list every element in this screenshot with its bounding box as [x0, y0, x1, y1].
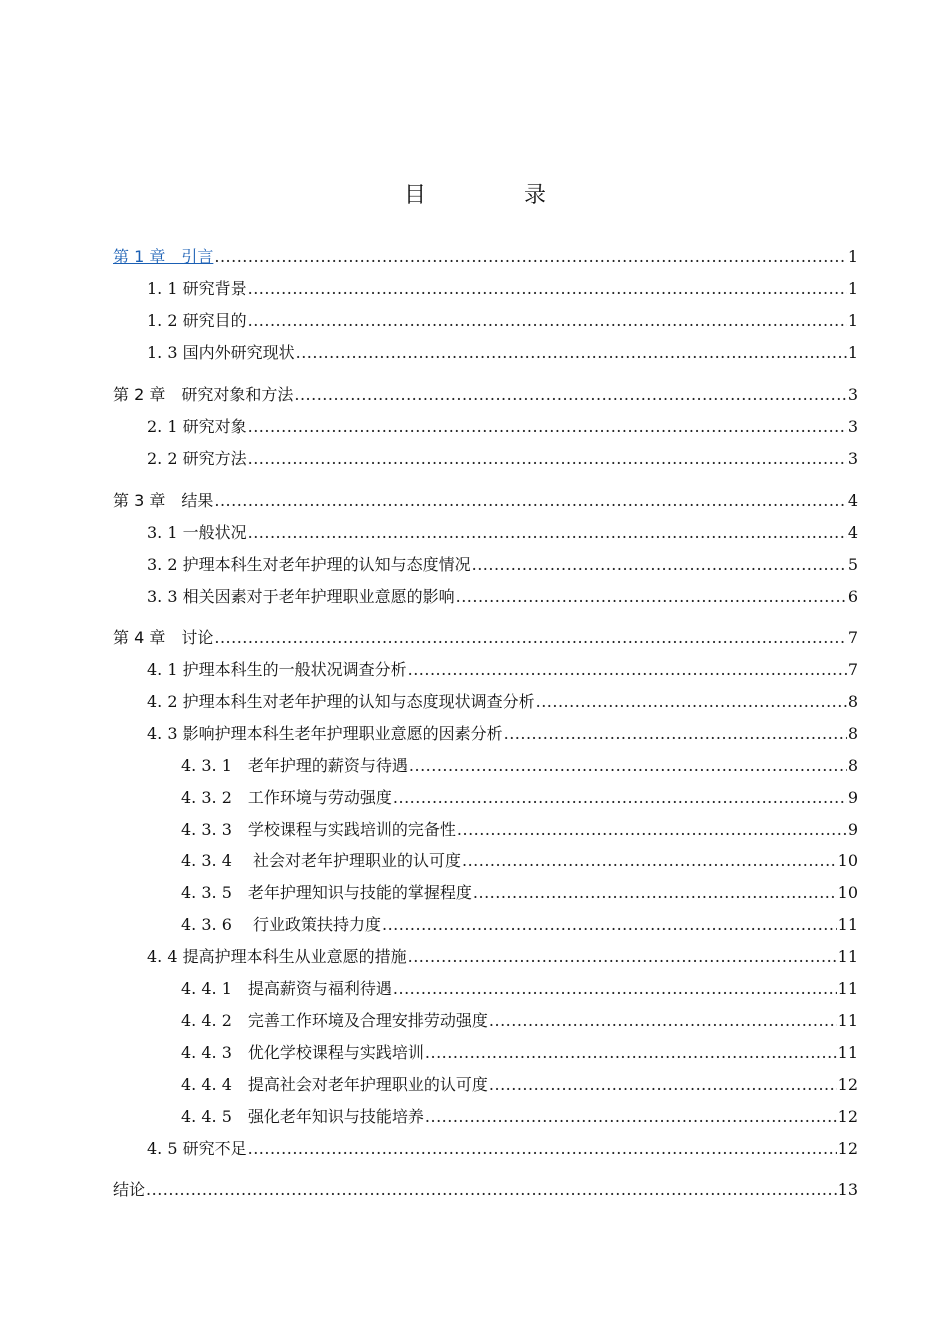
toc-page-number: 12	[837, 1075, 858, 1094]
toc-entry-1-3[interactable]	[147, 342, 858, 364]
toc-entry-label: 4. 4. 3 优化学校课程与实践培训	[181, 1043, 424, 1062]
dot-leader	[425, 1106, 837, 1128]
toc-page-number: 8	[847, 724, 858, 743]
toc-page-number: 8	[847, 692, 858, 711]
dot-leader	[393, 787, 847, 809]
toc-entry-label: 1. 2 研究目的	[147, 311, 247, 330]
dot-leader	[408, 946, 837, 968]
toc-page-number: 3	[847, 417, 858, 436]
dot-leader	[393, 978, 837, 1000]
toc-entry-3-2[interactable]	[147, 554, 858, 576]
toc-entry-4-4-1[interactable]	[181, 978, 858, 1000]
toc-page-number: 10	[837, 851, 858, 870]
toc-entry-2-1[interactable]	[147, 416, 858, 438]
toc-entry-4-4-2[interactable]	[181, 1010, 858, 1032]
toc-entry-label: 3. 3 相关因素对于老年护理职业意愿的影响	[147, 587, 455, 606]
toc-entry-4-3-4[interactable]	[181, 850, 858, 872]
toc-entry-label: 4. 3. 6 行业政策扶持力度	[181, 915, 381, 934]
toc-page-number: 1	[847, 247, 858, 266]
dot-leader	[296, 342, 847, 364]
toc-entry-chapter-2[interactable]	[113, 384, 858, 406]
toc-entry-chapter-4[interactable]	[113, 627, 858, 649]
toc-entry-label: 1. 1 研究背景	[147, 279, 247, 298]
toc-entry-label[interactable]: 第 1 章 引言	[113, 247, 214, 266]
toc-entry-4-3-6[interactable]	[181, 914, 858, 936]
toc-entry-4-4-3[interactable]	[181, 1042, 858, 1064]
toc-entry-1-2[interactable]	[147, 310, 858, 332]
dot-leader	[457, 819, 847, 841]
dot-leader	[489, 1010, 837, 1032]
toc-entry-label: 1. 3 国内外研究现状	[147, 343, 295, 362]
toc-entry-4-3-5[interactable]	[181, 882, 858, 904]
dot-leader	[473, 882, 837, 904]
toc-entry-label: 结论	[113, 1180, 146, 1199]
toc-page-number: 11	[837, 1043, 858, 1062]
dot-leader	[248, 310, 847, 332]
toc-page-number: 8	[847, 756, 858, 775]
toc-page-number: 9	[847, 820, 858, 839]
toc-page-number: 3	[847, 449, 858, 468]
toc-entry-2-2[interactable]	[147, 448, 858, 470]
dot-leader	[146, 1179, 837, 1201]
dot-leader	[248, 278, 847, 300]
toc-page-number: 12	[837, 1107, 858, 1126]
toc-entry-label: 第 3 章 结果	[113, 491, 214, 510]
toc-entry-4-3-2[interactable]	[181, 787, 858, 809]
dot-leader	[214, 490, 846, 512]
toc-entry-4-1[interactable]	[147, 659, 858, 681]
toc-entry-4-3[interactable]	[147, 723, 858, 745]
toc-page-number: 1	[847, 343, 858, 362]
toc-page-number: 10	[837, 883, 858, 902]
toc-entry-label: 4. 3. 3 学校课程与实践培训的完备性	[181, 820, 456, 839]
toc-entry-4-4-4[interactable]	[181, 1074, 858, 1096]
dot-leader	[472, 554, 847, 576]
toc-entry-label: 4. 3. 4 社会对老年护理职业的认可度	[181, 851, 461, 870]
toc-entry-4-5[interactable]	[147, 1138, 858, 1160]
toc-page-number: 11	[837, 979, 858, 998]
toc-page-number: 4	[847, 491, 858, 510]
toc-entry-label: 4. 3. 1 老年护理的薪资与待遇	[181, 756, 408, 775]
toc-page-number: 4	[847, 523, 858, 542]
toc-entry-label: 4. 3 影响护理本科生老年护理职业意愿的因素分析	[147, 724, 503, 743]
toc-entry-label: 3. 2 护理本科生对老年护理的认知与态度情况	[147, 555, 471, 574]
toc-page-number: 1	[847, 311, 858, 330]
toc-entry-label: 第 4 章 讨论	[113, 628, 214, 647]
dot-leader	[382, 914, 837, 936]
dot-leader	[456, 586, 847, 608]
toc-entry-label: 4. 2 护理本科生对老年护理的认知与态度现状调查分析	[147, 692, 535, 711]
toc-page-number: 13	[837, 1180, 858, 1199]
toc-entry-label: 4. 3. 2 工作环境与劳动强度	[181, 788, 392, 807]
toc-entry-label: 2. 1 研究对象	[147, 417, 247, 436]
toc-page-number: 7	[847, 628, 858, 647]
dot-leader	[248, 1138, 837, 1160]
toc-entry-label: 4. 4. 1 提高薪资与福利待遇	[181, 979, 392, 998]
toc-entry-4-4-5[interactable]	[181, 1106, 858, 1128]
dot-leader	[504, 723, 847, 745]
toc-entry-4-4[interactable]	[147, 946, 858, 968]
dot-leader	[408, 659, 847, 681]
toc-entry-label: 2. 2 研究方法	[147, 449, 247, 468]
dot-leader	[248, 448, 847, 470]
toc-page-number: 7	[847, 660, 858, 679]
toc-entry-4-3-3[interactable]	[181, 819, 858, 841]
toc-page-number: 3	[847, 385, 858, 404]
toc-entry-chapter-1[interactable]	[113, 246, 858, 268]
toc-entry-4-3-1[interactable]	[181, 755, 858, 777]
dot-leader	[425, 1042, 837, 1064]
toc-page-number: 1	[847, 279, 858, 298]
toc-page-number: 11	[837, 915, 858, 934]
toc-title: 目 录	[403, 183, 584, 208]
toc-entry-label: 3. 1 一般状况	[147, 523, 247, 542]
dot-leader	[489, 1074, 837, 1096]
dot-leader	[248, 522, 847, 544]
toc-entry-3-3[interactable]	[147, 586, 858, 608]
toc-entry-1-1[interactable]	[147, 278, 858, 300]
dot-leader	[462, 850, 837, 872]
dot-leader	[536, 691, 847, 713]
dot-leader	[409, 755, 847, 777]
toc-entry-label: 4. 4. 4 提高社会对老年护理职业的认可度	[181, 1075, 488, 1094]
toc-entry-chapter-3[interactable]	[113, 490, 858, 512]
toc-page-number: 12	[837, 1139, 858, 1158]
toc-entry-conclusion[interactable]	[113, 1179, 858, 1201]
dot-leader	[214, 627, 846, 649]
toc-entry-4-2[interactable]	[147, 691, 858, 713]
toc-entry-label: 第 2 章 研究对象和方法	[113, 385, 294, 404]
toc-page-number: 6	[847, 587, 858, 606]
toc-entry-label: 4. 5 研究不足	[147, 1139, 247, 1158]
toc-entry-label: 4. 4. 2 完善工作环境及合理安排劳动强度	[181, 1011, 488, 1030]
dot-leader	[248, 416, 847, 438]
toc-entry-label: 4. 1 护理本科生的一般状况调查分析	[147, 660, 407, 679]
toc-page-number: 9	[847, 788, 858, 807]
dot-leader	[214, 246, 846, 268]
toc-entry-label: 4. 4 提高护理本科生从业意愿的措施	[147, 947, 407, 966]
dot-leader	[294, 384, 846, 406]
toc-page-number: 5	[847, 555, 858, 574]
toc-page-number: 11	[837, 1011, 858, 1030]
toc-entry-label: 4. 4. 5 强化老年知识与技能培养	[181, 1107, 424, 1126]
toc-entry-label: 4. 3. 5 老年护理知识与技能的掌握程度	[181, 883, 472, 902]
toc-entry-3-1[interactable]	[147, 522, 858, 544]
toc-page-number: 11	[837, 947, 858, 966]
